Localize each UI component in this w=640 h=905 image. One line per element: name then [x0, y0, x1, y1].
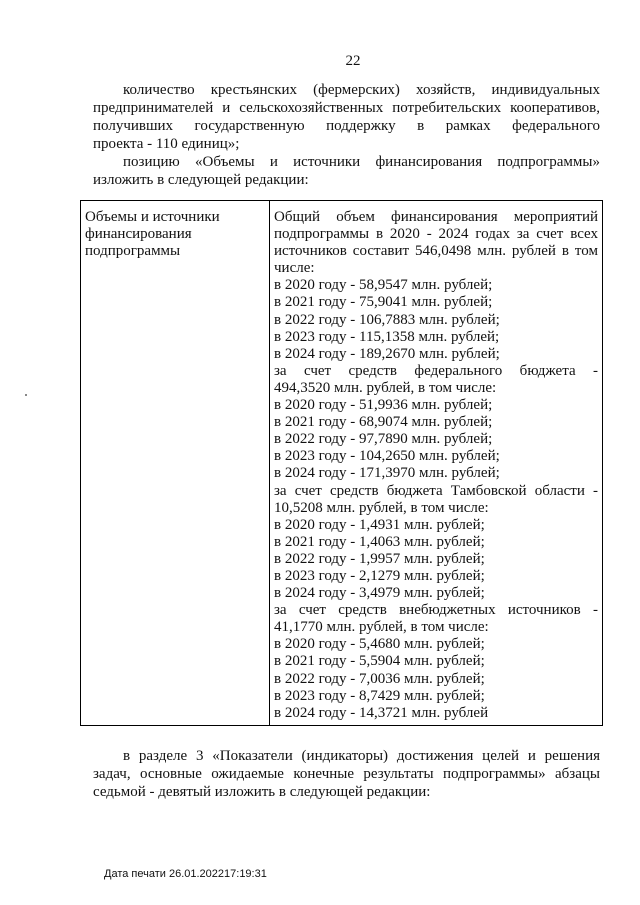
- value-cell: [270, 201, 603, 726]
- value-line: источников составит 546,0498 млн. рублей в том: [274, 243, 598, 260]
- intro-line: позицию «Объемы и источники финансирования подпрограммы»: [123, 154, 600, 170]
- intro-line: изложить в следующей редакции:: [93, 172, 309, 188]
- value-line: в 2022 году - 1,9957 млн. рублей;: [274, 550, 485, 567]
- value-line: в 2022 году - 7,0036 млн. рублей;: [274, 670, 485, 687]
- intro-line: количество крестьянских (фермерских) хозяйств, индивидуальных: [123, 82, 600, 98]
- print-date-footer: Дата печати 26.01.202217:19:31: [104, 868, 267, 880]
- label-line: финансирования: [85, 226, 192, 243]
- value-line: в 2024 году - 14,3721 млн. рублей: [274, 704, 489, 721]
- value-line: в 2020 году - 51,9936 млн. рублей;: [274, 397, 493, 414]
- value-line: 10,5208 млн. рублей, в том числе:: [274, 499, 489, 516]
- value-line: числе:: [274, 260, 315, 277]
- label-cell: [81, 201, 270, 726]
- scan-artifact-dot: [25, 394, 27, 396]
- value-line: в 2023 году - 104,2650 млн. рублей;: [274, 448, 500, 465]
- intro-line: получивших государственную поддержку в рамках федерального: [93, 118, 600, 134]
- value-line: в 2024 году - 171,3970 млн. рублей;: [274, 465, 500, 482]
- outro-line: задач, основные ожидаемые конечные результаты подпрограммы» абзацы: [93, 766, 600, 782]
- outro-paragraph: [93, 747, 600, 801]
- value-line: за счет средств федерального бюджета -: [274, 362, 598, 379]
- value-line: Общий объем финансирования мероприятий: [274, 209, 598, 225]
- value-line: в 2020 году - 5,4680 млн. рублей;: [274, 636, 485, 653]
- value-line: за счет средств внебюджетных источников -: [274, 602, 598, 619]
- value-line: за счет средств бюджета Тамбовской области -: [274, 482, 598, 499]
- value-line: 41,1770 млн. рублей, в том числе:: [274, 619, 489, 636]
- page-number: 22: [345, 53, 361, 69]
- value-line: подпрограммы в 2020 - 2024 годах за счет всех: [274, 226, 598, 243]
- funding-table: [80, 200, 603, 726]
- value-line: 494,3520 млн. рублей, в том числе:: [274, 379, 497, 396]
- value-line: в 2023 году - 8,7429 млн. рублей;: [274, 687, 485, 704]
- value-line: в 2021 году - 1,4063 млн. рублей;: [274, 533, 485, 550]
- value-line: в 2020 году - 1,4931 млн. рублей;: [274, 516, 485, 533]
- value-line: в 2021 году - 5,5904 млн. рублей;: [274, 653, 485, 670]
- value-line: в 2024 году - 3,4979 млн. рублей;: [274, 585, 485, 602]
- value-line: в 2024 году - 189,2670 млн. рублей;: [274, 345, 500, 362]
- outro-line: седьмой - девятый изложить в следующей редакции:: [93, 784, 431, 800]
- label-line: Объемы и источники: [85, 209, 220, 225]
- table-row: [81, 201, 603, 726]
- intro-paragraph: [93, 81, 600, 189]
- value-line: в 2020 году - 58,9547 млн. рублей;: [274, 277, 493, 294]
- value-line: в 2023 году - 2,1279 млн. рублей;: [274, 567, 485, 584]
- intro-line: предпринимателей и сельскохозяйственных потребительских кооперативов,: [93, 100, 600, 116]
- intro-line: проекта - 110 единиц»;: [93, 136, 240, 152]
- value-line: в 2021 году - 75,9041 млн. рублей;: [274, 294, 493, 311]
- value-line: в 2022 году - 97,7890 млн. рублей;: [274, 431, 493, 448]
- value-line: в 2022 году - 106,7883 млн. рублей;: [274, 311, 500, 328]
- value-line: в 2023 году - 115,1358 млн. рублей;: [274, 328, 500, 345]
- value-line: в 2021 году - 68,9074 млн. рублей;: [274, 414, 493, 431]
- outro-line: в разделе 3 «Показатели (индикаторы) достижения целей и решения: [123, 748, 600, 764]
- label-line: подпрограммы: [85, 243, 181, 260]
